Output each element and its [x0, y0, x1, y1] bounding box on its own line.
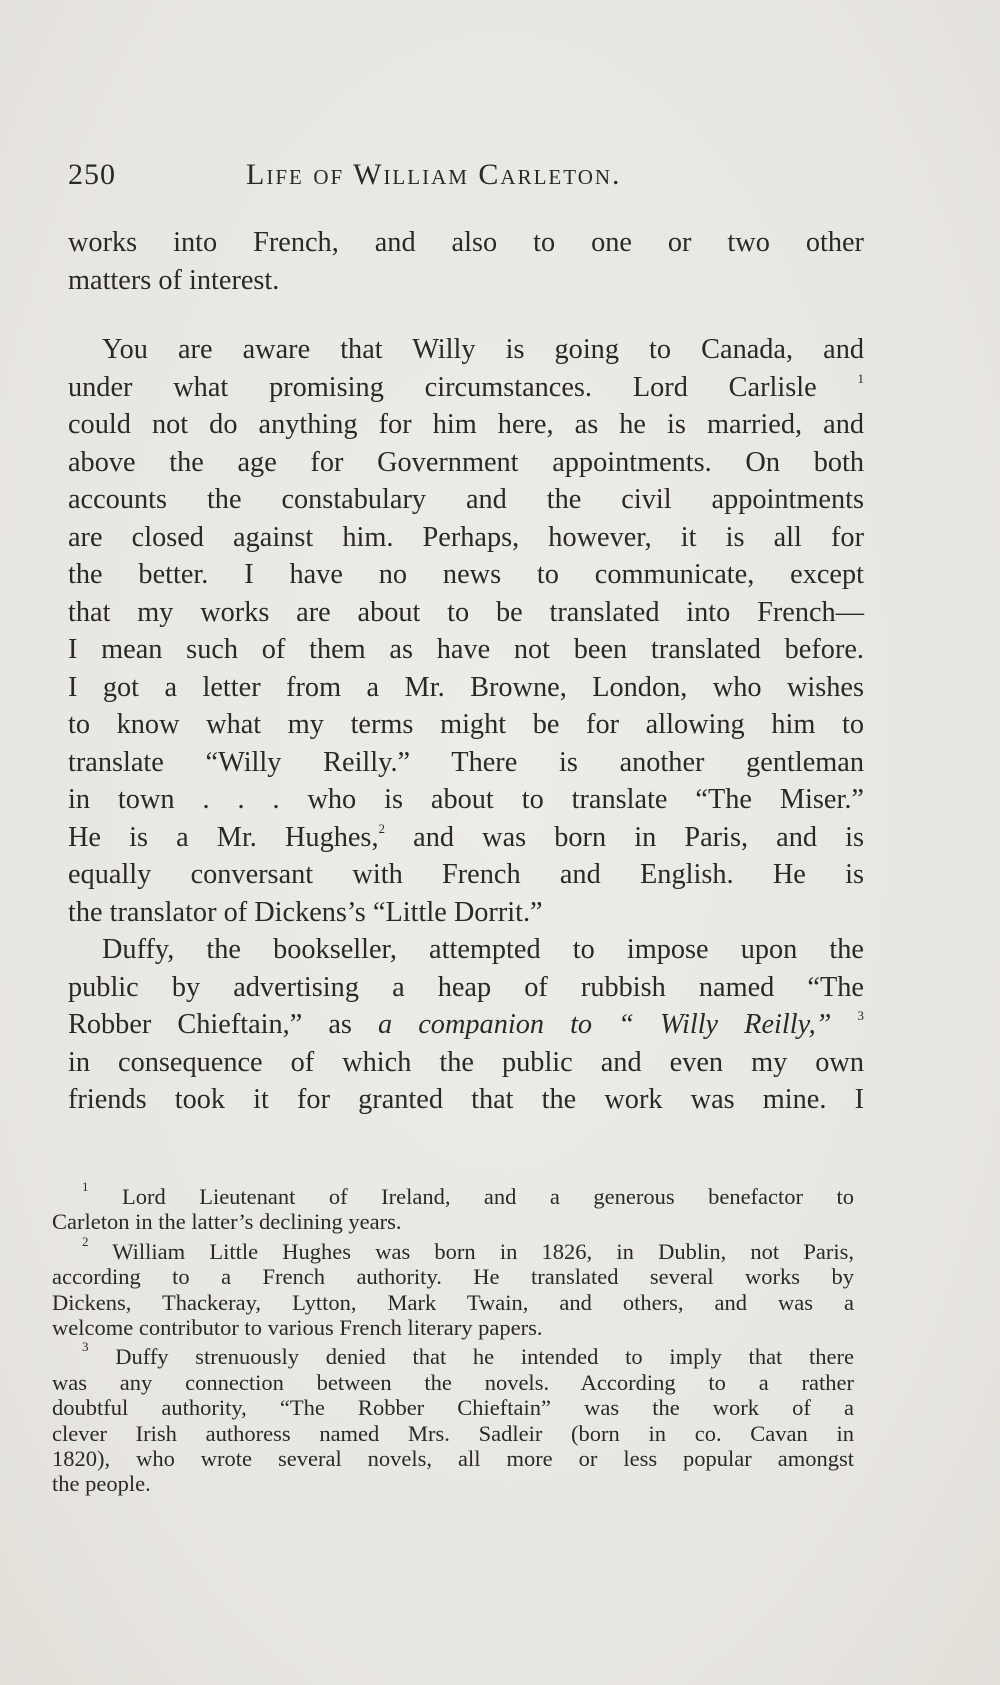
page-header	[68, 158, 868, 198]
text-fragment: and was born in Paris, and is	[413, 821, 864, 853]
text-line: that my works are about to be translated into French—	[68, 596, 864, 628]
text-line: translate “Willy Reilly.” There is another gentleman	[68, 746, 864, 778]
text-line: in consequence of which the public and even my own	[68, 1046, 864, 1078]
footnote-line: Dickens, Thackeray, Lytton, Mark Twain, and others, and was a	[52, 1289, 854, 1315]
page-number: 250	[68, 158, 116, 191]
footnote-number: 1	[82, 1179, 89, 1194]
text-fragment: Robber Chieftain,” as	[68, 1009, 379, 1040]
italic-text: a companion to “ Willy Reilly,”	[378, 1009, 832, 1040]
text-line: are closed against him. Perhaps, however, it is all for	[68, 521, 864, 553]
text-line: I got a letter from a Mr. Browne, London, who wishes	[68, 671, 864, 703]
text-line	[68, 1006, 864, 1044]
text-line: accounts the constabulary and the civil appointments	[68, 484, 864, 515]
text-fragment: William Little Hughes was born in 1826, in Dublin, not Paris,	[112, 1238, 854, 1264]
text-line: could not do anything for him here, as he is married, and	[68, 409, 864, 440]
footnotes	[52, 1179, 854, 1497]
footnote-number: 3	[82, 1339, 89, 1355]
text-line	[68, 819, 864, 857]
text-line: works into French, and also to one or two other	[68, 227, 864, 258]
text-line: I mean such of them as have not been translated before.	[68, 634, 864, 665]
paragraph-gap	[68, 299, 864, 331]
text-line: Duffy, the bookseller, attempted to impose upon the	[102, 934, 864, 965]
footnote-line: Carleton in the latter’s declining years.	[52, 1209, 402, 1235]
footnote-mark: 1	[857, 370, 864, 386]
footnote-line: the people.	[52, 1471, 151, 1497]
footnote-mark: 3	[857, 1008, 865, 1023]
footnote-line: welcome contributor to various French literary papers.	[52, 1314, 543, 1340]
text-line: the better. I have no news to communicate, except	[68, 559, 864, 590]
text-line: in town . . . who is about to translate “The Miser.”	[68, 784, 864, 815]
footnote-mark: 2	[378, 820, 386, 836]
text-line: You are aware that Willy is going to Canada, and	[102, 334, 864, 365]
text-fragment: Duffy strenuously denied that he intended to imply that there	[115, 1344, 854, 1370]
running-title: Life of William Carleton.	[246, 158, 622, 191]
footnote-line: doubtful authority, “The Robber Chieftain” was the work of a	[52, 1395, 854, 1421]
text-line: equally conversant with French and English. He is	[68, 859, 864, 890]
text-fragment: Lord Lieutenant of Ireland, and a generous benefactor to	[121, 1184, 854, 1209]
text-line	[68, 369, 864, 407]
footnote-line	[52, 1339, 854, 1370]
footnote-line: was any connection between the novels. According to a rather	[52, 1369, 854, 1395]
text-fragment: under what promising circumstances. Lord Carlisle	[68, 371, 817, 403]
text-line: public by advertising a heap of rubbish named “The	[68, 971, 864, 1003]
text-fragment: He is a Mr. Hughes,	[68, 821, 379, 853]
footnote-line: 1820), who wrote several novels, all more or less popular amongst	[52, 1445, 854, 1471]
footnote-line	[52, 1233, 854, 1264]
footnote-line	[52, 1179, 854, 1209]
text-line: matters of interest.	[68, 264, 280, 296]
footnote-line: clever Irish authoress named Mrs. Sadleir (born in co. Cavan in	[52, 1420, 854, 1446]
text-line: friends took it for granted that the work was mine. I	[68, 1084, 864, 1115]
text-line: to know what my terms might be for allowing him to	[68, 709, 864, 740]
footnote-line: according to a French authority. He translated several works by	[52, 1264, 854, 1290]
footnote-number: 2	[82, 1233, 89, 1249]
text-line: above the age for Government appointments. On both	[68, 446, 864, 478]
text-line: the translator of Dickens’s “Little Dorrit.”	[68, 896, 543, 928]
body-text	[68, 224, 864, 1119]
